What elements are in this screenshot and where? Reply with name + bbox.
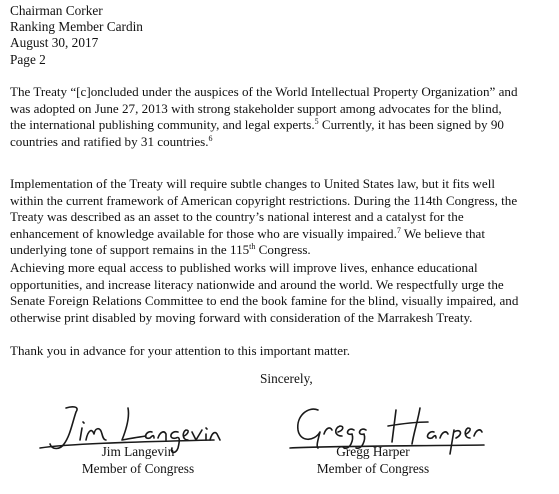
text-span: underlying tone of support remains in the 115 [10, 242, 250, 258]
text-line: within the current framework of American copyright restrictions. During the 114th Congress, the [10, 192, 518, 208]
text-line: Achieving more equal access to published works will improve lives, enhance educational [10, 260, 478, 275]
text-line [10, 242, 555, 259]
text-span: enhancement of knowledge available for those who are visually impaired. [10, 225, 397, 241]
signatory-name: Jim Langevin [101, 444, 175, 459]
text-line [10, 134, 555, 151]
closing-salutation: Sincerely, [260, 371, 313, 386]
signatory-title: Member of Congress [316, 460, 430, 476]
text-line [10, 226, 555, 243]
signatory-title: Member of Congress [81, 460, 195, 476]
addressee-line-2: Ranking Member Cardin [10, 19, 143, 35]
text-line: opportunities, and increase literacy nationwide and around the world. We respectfully urge the [10, 276, 504, 292]
text-line: Implementation of the Treaty will require subtle changes to United States law, but it fits well [10, 176, 495, 191]
text-line: Thank you in advance for your attention to this important matter. [10, 343, 350, 358]
text-line: The Treaty “[c]oncluded under the auspices of the World Intellectual Property Organization” and [10, 84, 518, 99]
text-span: countries and ratified by 31 countries. [10, 133, 209, 149]
paragraph-request [10, 260, 555, 326]
text-span: Congress. [255, 242, 311, 258]
paragraph-treaty-adoption [10, 84, 555, 150]
text-line: Treaty was described as an asset to the country’s national interest and a catalyst for the [10, 209, 464, 225]
text-line: otherwise print disabled by moving forward with consideration of the Marrakesh Treaty. [10, 309, 473, 325]
text-line: was adopted on June 27, 2013 with strong stakeholder support among advocates for the blind, [10, 100, 502, 116]
addressee-line-1: Chairman Corker [10, 3, 103, 18]
paragraph-thanks [10, 343, 555, 360]
footnote-marker: 5 [314, 117, 319, 127]
signatory-left [58, 444, 218, 477]
text-line [10, 117, 555, 134]
letter-date: August 30, 2017 [10, 35, 99, 51]
signatory-right [288, 444, 458, 477]
text-span: We believe that [400, 225, 486, 241]
paragraph-implementation [10, 176, 555, 259]
footnote-marker: 6 [208, 133, 213, 143]
signatory-name: Gregg Harper [336, 444, 410, 459]
text-span: the international publishing community, and legal experts. [10, 117, 315, 133]
footnote-marker: 7 [396, 225, 401, 235]
text-span: Currently, it has been signed by 90 [318, 117, 504, 133]
page-number: Page 2 [10, 51, 46, 67]
ordinal-superscript: th [249, 242, 256, 252]
text-line: Senate Foreign Relations Committee to end the book famine for the blind, visually impaired, and [10, 293, 519, 309]
letter-header [10, 3, 143, 68]
